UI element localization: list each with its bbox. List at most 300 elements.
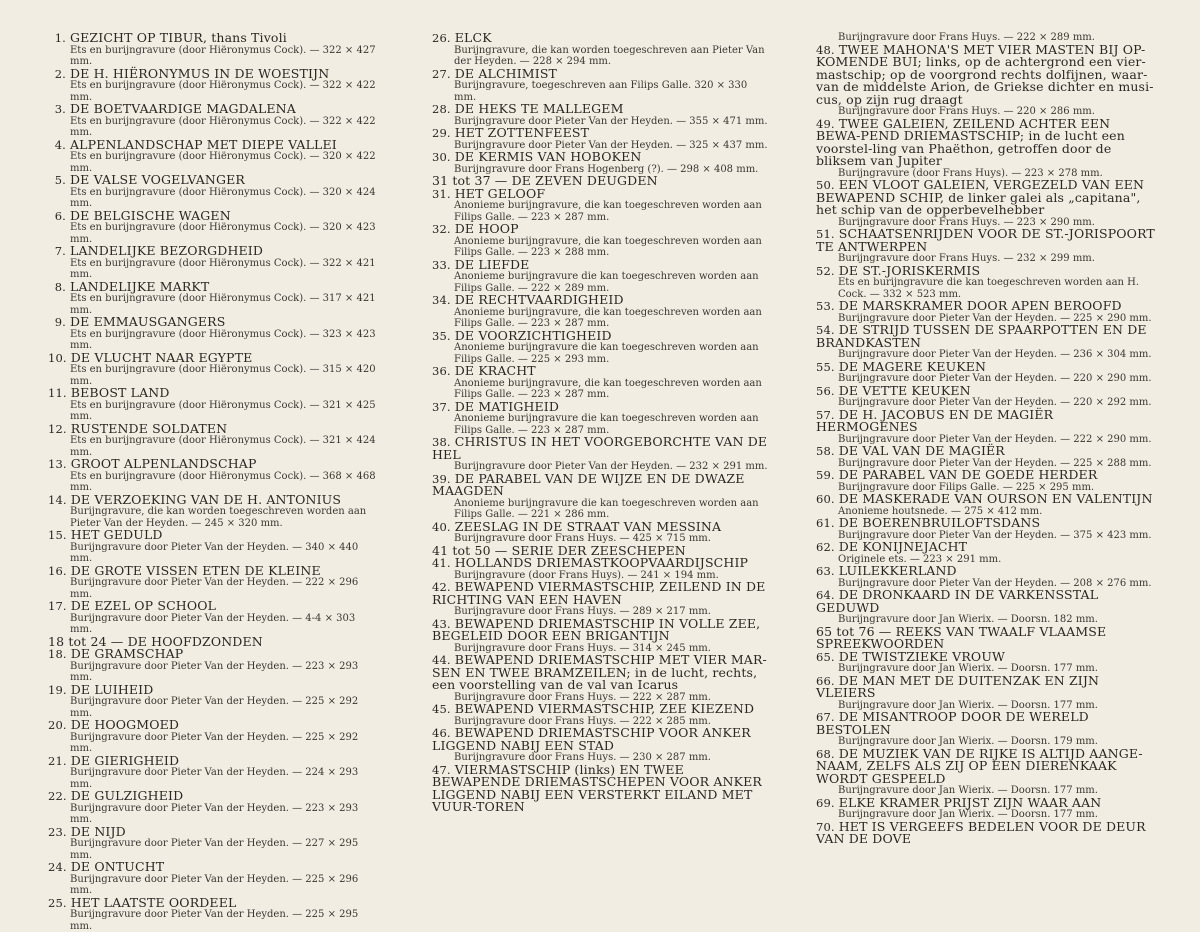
catalogue-entry [432, 127, 772, 151]
entry-number: 36. [432, 365, 451, 378]
catalogue-entry [48, 174, 378, 210]
entry-title: BEWAPEND VIERMASTSCHIP, ZEE KIEZEND [455, 701, 754, 716]
entry-number: 67. [816, 711, 835, 724]
entry-heading [48, 174, 378, 187]
catalogue-entry [816, 541, 1156, 565]
entry-heading [432, 618, 772, 643]
entry-heading [816, 626, 1156, 651]
entry-description: Burijngravure door Jan Wierix. — Doorsn. 179 mm. [816, 736, 1156, 748]
entry-title: HET IS VERGEEFS BEDELEN VOOR DE DEUR VAN DE DOVE [816, 819, 1146, 847]
entry-heading [48, 387, 378, 400]
entry-number: 50. [816, 179, 835, 192]
catalogue-entry [48, 719, 378, 755]
entry-number: 30. [432, 151, 451, 164]
entry-title: DE VETTE KEUKEN [839, 383, 971, 398]
entry-heading [48, 826, 378, 839]
entry-heading [432, 727, 772, 752]
entry-number: 33. [432, 259, 451, 272]
entry-number: 38. [432, 436, 451, 449]
entry-number: 42. [432, 581, 451, 594]
entry-heading [816, 179, 1156, 217]
entry-heading [432, 223, 772, 236]
entry-heading [48, 861, 378, 874]
entry-heading [816, 228, 1156, 253]
entry-description: Burijngravure door Jan Wierix. — Doorsn. 177 mm. [816, 809, 1156, 821]
entry-heading [432, 294, 772, 307]
entry-heading [48, 281, 378, 294]
entry-description: Burijngravure door Pieter Van der Heyden. — 225 × 290 mm. [816, 313, 1156, 325]
entry-heading [48, 600, 378, 613]
entry-number: 2. [48, 68, 66, 81]
entry-heading [432, 557, 772, 570]
catalogue-entry [432, 151, 772, 175]
entry-description: Burijngravure door Pieter Van der Heyden. — 232 × 291 mm. [432, 461, 772, 473]
entry-number: 47. [432, 764, 451, 777]
entry-number: 4. [48, 139, 66, 152]
catalogue-entry [48, 32, 378, 68]
catalogue-entry [48, 68, 378, 104]
entry-heading [432, 581, 772, 606]
entry-description: Ets en burijngravure (door Hiëronymus Cock). — 320 × 422 mm. [48, 151, 378, 174]
catalogue-entry [432, 557, 772, 581]
entry-title: DE EMMAUSGANGERS [70, 314, 225, 329]
entry-heading [48, 648, 378, 661]
entry-heading [48, 139, 378, 152]
entry-title: DE MARSKRAMER DOOR APEN BEROOFD [839, 298, 1122, 313]
entry-title: DE HOOP [455, 221, 519, 236]
catalogue-entry [816, 675, 1156, 712]
catalogue-entry [48, 494, 378, 530]
entry-number: 24. [48, 861, 67, 874]
entry-title: ALPENLANDSCHAP MET DIEPE VALLEI [70, 137, 337, 152]
entry-title: ELKE KRAMER PRIJST ZIJN WAAR AAN [839, 795, 1102, 810]
entry-title: DE BOERENBRUILOFTSDANS [839, 515, 1040, 530]
entry-number: 10. [48, 352, 67, 365]
entry-description: Ets en burijngravure (door Hiëronymus Cock). — 320 × 424 mm. [48, 187, 378, 210]
catalogue-entry [432, 764, 772, 814]
entry-title: DE KERMIS VAN HOBOKEN [455, 149, 642, 164]
entry-description: Burijngravure door Pieter Van der Heyden. — 225 × 296 mm. [48, 874, 378, 897]
catalogue-entry [432, 436, 772, 473]
entry-description: Ets en burijngravure (door Hiëronymus Cock). — 321 × 425 mm. [48, 400, 378, 423]
entry-description: Burijngravure door Pieter Van der Heyden. — 222 × 290 mm. [816, 434, 1156, 446]
entry-title: DE LIEFDE [455, 257, 530, 272]
entry-heading [432, 654, 772, 692]
catalogue-entry [48, 826, 378, 862]
catalogue-entry [816, 493, 1156, 517]
entry-description: Burijngravure door Frans Huys. — 314 × 245 mm. [432, 643, 772, 655]
entry-heading [432, 330, 772, 343]
entry-title: DE STRIJD TUSSEN DE SPAARPOTTEN EN DE BRANDKASTEN [816, 322, 1147, 350]
entry-description: Ets en burijngravure (door Hiëronymus Cock). — 322 × 421 mm. [48, 258, 378, 281]
entry-title: DE MATIGHEID [455, 399, 559, 414]
entry-description: Burijngravure (door Frans Huys). — 241 × 194 mm. [432, 570, 772, 582]
entry-description: Burijngravure, die kan worden toegeschreven worden aan Pieter Van der Heyden. — 245 × 320 mm. [48, 506, 378, 529]
entry-heading [816, 361, 1156, 374]
entry-title: TWEE MAHONA'S MET VIER MASTEN BIJ OP-KOMENDE BUI; links, op de achtergrond een vier-mastschip; op de voorgrond rechts dolfijnen, waar-van de middelste Arion, de Griekse dichter en musi-cus, op zijn rug draagt [816, 42, 1154, 107]
entry-number: 11. [48, 387, 67, 400]
entry-number: 59. [816, 469, 835, 482]
entry-heading [432, 32, 772, 45]
entry-description: Burijngravure door Frans Huys. — 230 × 287 mm. [432, 752, 772, 764]
entry-heading [48, 210, 378, 223]
entry-heading [432, 127, 772, 140]
entry-title: DE MUZIEK VAN DE RIJKE IS ALTIJD AANGE-NAAM, ZELFS ALS ZIJ OP EEN DIERENKAAK WORDT GESPEELD [816, 746, 1143, 786]
entry-description: Burijngravure door Filips Galle. — 225 × 295 mm. [816, 482, 1156, 494]
entry-number: 45. [432, 703, 451, 716]
entry-description: Anonieme burijngravure die kan toegeschreven worden aan Filips Galle. — 225 × 293 mm. [432, 342, 772, 365]
entry-title: DE LUIHEID [71, 682, 154, 697]
catalogue-entry [816, 409, 1156, 446]
entry-heading [48, 68, 378, 81]
entry-description: Burijngravure door Pieter Van der Heyden. — 325 × 437 mm. [432, 140, 772, 152]
entry-number: 65. [816, 651, 835, 664]
series-title: 18 tot 24 — DE HOOFDZONDEN [48, 634, 263, 649]
entry-heading [432, 188, 772, 201]
catalogue-entry [48, 210, 378, 246]
catalogue-entry [48, 423, 378, 459]
entry-number: 57. [816, 409, 835, 422]
catalogue-entry [432, 330, 772, 366]
entry-title: LANDELIJKE BEZORGDHEID [70, 243, 263, 258]
catalogue-entry [432, 703, 772, 727]
entry-heading [816, 711, 1156, 736]
entry-heading [432, 103, 772, 116]
entry-title: BEBOST LAND [71, 385, 170, 400]
entry-title: TWEE GALEIEN, ZEILEND ACHTER EEN BEWA-PEND DRIEMASTSCHIP; in de lucht een voorstel-ling van Phaëthon, getroffen door de bliksem van Jupiter [816, 116, 1125, 169]
catalogue-entry [816, 797, 1156, 821]
entry-description: Burijngravure door Pieter Van der Heyden. — 220 × 292 mm. [816, 397, 1156, 409]
catalogue-entry [432, 581, 772, 618]
entry-number: 66. [816, 675, 835, 688]
entry-heading [816, 469, 1156, 482]
entry-heading [48, 32, 378, 45]
entry-number: 13. [48, 458, 67, 471]
entry-number: 18. [48, 648, 67, 661]
entry-description: Burijngravure door Pieter Van der Heyden. — 236 × 304 mm. [816, 349, 1156, 361]
entry-number: 48. [816, 44, 835, 57]
entry-number: 19. [48, 684, 67, 697]
entry-heading [432, 703, 772, 716]
catalogue-entry [816, 711, 1156, 748]
catalogue-entry [48, 600, 378, 636]
entry-number: 46. [432, 727, 451, 740]
entry-number: 16. [48, 565, 67, 578]
entry-title: CHRISTUS IN HET VOORGEBORCHTE VAN DE HEL [432, 434, 767, 462]
entry-number: 63. [816, 565, 835, 578]
entry-heading [816, 493, 1156, 506]
entry-heading [432, 401, 772, 414]
series-title: 41 tot 50 — SERIE DER ZEESCHEPEN [432, 543, 686, 558]
catalogue-entry [432, 103, 772, 127]
entry-title: HET ZOTTENFEEST [455, 125, 589, 140]
entry-number: 43. [432, 618, 451, 631]
catalogue-entry [48, 103, 378, 139]
entry-title: DE GIERIGHEID [71, 753, 179, 768]
entry-description: Ets en burijngravure (door Hiëronymus Cock). — 322 × 427 mm. [48, 45, 378, 68]
catalogue-entry [48, 565, 378, 601]
entry-title: DE VLUCHT NAAR EGYPTE [71, 350, 253, 365]
entry-description: Ets en burijngravure (door Hiëronymus Cock). — 315 × 420 mm. [48, 364, 378, 387]
entry-number: 39. [432, 473, 451, 486]
entry-description: Burijngravure door Pieter Van der Heyden. — 225 × 295 mm. [48, 909, 378, 932]
entry-description: Ets en burijngravure (door Hiëronymus Cock). — 320 × 423 mm. [48, 222, 378, 245]
entry-heading [432, 151, 772, 164]
entry-description: Ets en burijngravure (door Hiëronymus Cock). — 368 × 468 mm. [48, 471, 378, 494]
catalogue-entry [432, 521, 772, 545]
entry-number: 41. [432, 557, 451, 570]
catalogue-entry [816, 651, 1156, 675]
entry-title: DE VOORZICHTIGHEID [455, 328, 612, 343]
entry-description: Burijngravure door Frans Huys. — 222 × 287 mm. [432, 692, 772, 704]
entry-title: DE HOOGMOED [71, 717, 179, 732]
entry-description: Anonieme houtsnede. — 275 × 412 mm. [816, 506, 1156, 518]
entry-title: RUSTENDE SOLDATEN [71, 421, 227, 436]
entry-title: DE RECHTVAARDIGHEID [455, 292, 624, 307]
entry-title: DE GROTE VISSEN ETEN DE KLEINE [71, 563, 321, 578]
entry-heading [48, 458, 378, 471]
entry-number: 29. [432, 127, 451, 140]
entry-title: DE BOETVAARDIGE MAGDALENA [70, 101, 296, 116]
entry-number: 22. [48, 790, 67, 803]
entry-heading [816, 748, 1156, 786]
entry-heading [48, 684, 378, 697]
entry-number: 6. [48, 210, 66, 223]
entry-heading [816, 517, 1156, 530]
entry-description: Burijngravure door Pieter Van der Heyden. — 227 × 295 mm. [48, 838, 378, 861]
entry-heading [48, 529, 378, 542]
catalogue-entry [816, 445, 1156, 469]
entry-heading [432, 764, 772, 814]
entry-heading [432, 521, 772, 534]
catalogue-entry [816, 118, 1156, 180]
entry-title: DE BELGISCHE WAGEN [70, 208, 231, 223]
entry-description: Burijngravure door Frans Huys. — 232 × 299 mm. [816, 253, 1156, 265]
column-3 [816, 32, 1156, 846]
entry-title: DE VALSE VOGELVANGER [70, 172, 245, 187]
entry-title: DE ALCHIMIST [455, 66, 557, 81]
series-title: 65 tot 76 — REEKS VAN TWAALF VLAAMSE SPREEKWOORDEN [816, 624, 1106, 652]
entry-title: SCHAATSENRIJDEN VOOR DE ST.-JORISPOORT TE ANTWERPEN [816, 226, 1155, 254]
entry-description: Burijngravure door Frans Huys. — 220 × 286 mm. [816, 106, 1156, 118]
catalogue-entry [48, 790, 378, 826]
entry-description: Burijngravure, toegeschreven aan Filips Galle. 320 × 330 mm. [432, 80, 772, 103]
entry-description: Burijngravure door Pieter Van der Heyden. — 4-4 × 303 mm. [48, 613, 378, 636]
entry-title: EEN VLOOT GALEIEN, VERGEZELD VAN EEN BEWAPEND SCHIP, de linker galei als „capitana", het schip van de opperbevelhebber [816, 177, 1144, 217]
catalogue-entry [816, 44, 1156, 118]
entry-number: 56. [816, 385, 835, 398]
entry-heading [48, 790, 378, 803]
entry-title: DE ONTUCHT [71, 859, 164, 874]
entry-number: 51. [816, 228, 835, 241]
entry-title: DE MASKERADE VAN OURSON EN VALENTIJN [839, 491, 1153, 506]
catalogue-entry [432, 32, 772, 68]
entry-heading [48, 755, 378, 768]
entry-number: 17. [48, 600, 67, 613]
entry-heading [816, 675, 1156, 700]
entry-title: DE GRAMSCHAP [71, 646, 184, 661]
entry-title: HOLLANDS DRIEMASTKOOPVAARDIJSCHIP [455, 555, 748, 570]
entry-heading [48, 352, 378, 365]
catalogue-entry [816, 265, 1156, 301]
entry-description: Anonieme burijngravure die kan toegeschreven worden aan Filips Galle. — 223 × 287 mm. [432, 413, 772, 436]
catalogue-entry [816, 517, 1156, 541]
entry-description: Burijngravure door Pieter Van der Heyden. — 355 × 471 mm. [432, 116, 772, 128]
catalogue-entry [48, 139, 378, 175]
entry-description: Burijngravure door Pieter Van der Heyden. — 222 × 296 mm. [48, 577, 378, 600]
entry-heading [816, 589, 1156, 614]
catalogue-entry [48, 387, 378, 423]
entry-heading [816, 324, 1156, 349]
entry-title: BEWAPEND VIERMASTSCHIP, ZEILEND IN DE RICHTING VAN EEN HAVEN [432, 579, 765, 607]
entry-description: Ets en burijngravure (door Hiëronymus Cock). — 322 × 422 mm. [48, 116, 378, 139]
entry-heading [816, 265, 1156, 278]
entry-number: 49. [816, 118, 835, 131]
entry-heading [816, 445, 1156, 458]
entry-title: HET LAATSTE OORDEEL [71, 895, 237, 910]
entry-description: Burijngravure door Jan Wierix. — Doorsn. 177 mm. [816, 663, 1156, 675]
entry-title: DE H. JACOBUS EN DE MAGIËR HERMOGENES [816, 407, 1053, 435]
entry-number: 60. [816, 493, 835, 506]
entry-description: Ets en burijngravure (door Hiëronymus Cock). — 321 × 424 mm. [48, 435, 378, 458]
entry-title: DE PARABEL VAN DE GOEDE HERDER [839, 467, 1098, 482]
catalogue-entry [48, 684, 378, 720]
entry-heading [48, 103, 378, 116]
entry-heading [816, 797, 1156, 810]
catalogue-entry [48, 755, 378, 791]
entry-title: DE PARABEL VAN DE WIJZE EN DE DWAZE MAAGDEN [432, 471, 745, 499]
catalogue-entry [48, 316, 378, 352]
entry-number: 26. [432, 32, 451, 45]
entry-title: DE KRACHT [455, 363, 536, 378]
entry-heading [432, 259, 772, 272]
entry-heading [816, 409, 1156, 434]
entry-description: Burijngravure door Frans Huys. — 222 × 285 mm. [432, 716, 772, 728]
entry-number: 21. [48, 755, 67, 768]
entry-description: Originele ets. — 223 × 291 mm. [816, 554, 1156, 566]
entry-heading [816, 651, 1156, 664]
entry-description: Burijngravure door Jan Wierix. — Doorsn. 177 mm. [816, 785, 1156, 797]
entry-number: 53. [816, 300, 835, 313]
entry-title: ELCK [455, 30, 492, 45]
entry-heading [432, 473, 772, 498]
entry-title: DE EZEL OP SCHOOL [71, 598, 216, 613]
entry-title: HET GELOOF [455, 186, 545, 201]
entry-number: 9. [48, 316, 66, 329]
catalogue-entry [432, 727, 772, 764]
catalogue-entry [432, 294, 772, 330]
entry-number: 69. [816, 797, 835, 810]
series-title: 31 tot 37 — DE ZEVEN DEUGDEN [432, 173, 658, 188]
entry-title: BEWAPEND DRIEMASTSCHIP VOOR ANKER LIGGEND NABIJ EEN STAD [432, 725, 751, 753]
entry-description: Burijngravure door Pieter Van der Heyden. — 223 × 293 mm. [48, 803, 378, 826]
entry-title: DE VERZOEKING VAN DE H. ANTONIUS [71, 492, 341, 507]
catalogue-entry [432, 365, 772, 401]
entry-title: DE ST.-JORISKERMIS [839, 263, 980, 278]
entry-description: Burijngravure door Frans Hogenberg (?). — 298 × 408 mm. [432, 164, 772, 176]
entry-number: 37. [432, 401, 451, 414]
entry-description: Anonieme burijngravure, die kan toegeschreven worden aan Filips Galle. — 223 × 287 mm. [432, 200, 772, 223]
catalogue-entry [432, 68, 772, 104]
catalogue-entry [48, 245, 378, 281]
entry-number: 25. [48, 897, 67, 910]
entry-description: Anonieme burijngravure, die kan toegeschreven worden aan Filips Galle. — 223 × 287 mm. [432, 378, 772, 401]
entry-number: 61. [816, 517, 835, 530]
entry-title: DE MISANTROOP DOOR DE WERELD BESTOLEN [816, 709, 1089, 737]
catalogue-entry [432, 401, 772, 437]
catalogue-entry [816, 589, 1156, 626]
entry-number: 32. [432, 223, 451, 236]
entry-number: 14. [48, 494, 67, 507]
entry-title: LUILEKKERLAND [839, 563, 957, 578]
entry-heading [816, 300, 1156, 313]
entry-description: Burijngravure door Frans Huys. — 223 × 290 mm. [816, 217, 1156, 229]
entry-description: Burijngravure door Frans Huys. — 289 × 217 mm. [432, 606, 772, 618]
entry-heading [48, 565, 378, 578]
entry-title: DE MAGERE KEUKEN [839, 359, 986, 374]
entry-title: HET GEDULD [71, 527, 163, 542]
entry-number: 12. [48, 423, 67, 436]
catalogue-entry [816, 469, 1156, 493]
entry-number: 15. [48, 529, 67, 542]
entry-number: 70. [816, 821, 835, 834]
entry-description: Ets en burijngravure (door Hiëronymus Cock). — 317 × 421 mm. [48, 293, 378, 316]
catalogue-entry [816, 565, 1156, 589]
entry-title: DE H. HIËRONYMUS IN DE WOESTIJN [70, 66, 329, 81]
entry-number: 1. [48, 32, 66, 45]
entry-description: Burijngravure door Frans Huys. — 222 × 289 mm. [816, 32, 1156, 44]
entry-title: DE TWISTZIEKE VROUW [839, 649, 1005, 664]
entry-description: Ets en burijngravure die kan toegeschreven worden aan H. Cock. — 332 × 523 mm. [816, 277, 1156, 300]
entry-description: Anonieme burijngravure die kan toegeschreven worden aan Filips Galle. — 221 × 286 mm. [432, 498, 772, 521]
column-2 [432, 32, 772, 814]
entry-description: Burijngravure door Pieter Van der Heyden. — 225 × 292 mm. [48, 732, 378, 755]
catalogue-entry [816, 300, 1156, 324]
entry-description: Burijngravure, die kan worden toegeschreven aan Pieter Van der Heyden. — 228 × 294 mm. [432, 45, 772, 68]
catalogue-entry [816, 324, 1156, 361]
entry-title: DE NIJD [71, 824, 126, 839]
entry-title: BEWAPEND DRIEMASTSCHIP IN VOLLE ZEE, BEGELEID DOOR EEN BRIGANTIJN [432, 616, 760, 644]
entry-number: 28. [432, 103, 451, 116]
entry-title: ZEESLAG IN DE STRAAT VAN MESSINA [455, 519, 721, 534]
entry-description: Burijngravure door Pieter Van der Heyden. — 225 × 292 mm. [48, 696, 378, 719]
entry-number: 40. [432, 521, 451, 534]
catalogue-entry [432, 259, 772, 295]
entry-number: 7. [48, 245, 66, 258]
catalogue-entry [432, 188, 772, 224]
entry-number: 62. [816, 541, 835, 554]
entry-title: DE KONIJNEJACHT [839, 539, 967, 554]
catalogue-entry [432, 223, 772, 259]
entry-description: Burijngravure door Pieter Van der Heyden. — 375 × 423 mm. [816, 530, 1156, 542]
catalogue-entry [816, 179, 1156, 228]
entry-heading [48, 494, 378, 507]
entry-title: DE DRONKAARD IN DE VARKENSSTAL GEDUWD [816, 587, 1098, 615]
entry-description: Burijngravure door Jan Wierix. — Doorsn. 182 mm. [816, 614, 1156, 626]
entry-number: 54. [816, 324, 835, 337]
catalogue-entry [816, 821, 1156, 846]
catalogue-entry [432, 654, 772, 703]
entry-title: BEWAPEND DRIEMASTSCHIP MET VIER MAR-SEN EN TWEE BRAMZEILEN; in de lucht, rechts, een voorstelling van de val van Icarus [432, 652, 767, 692]
entry-title: DE HEKS TE MALLEGEM [455, 101, 624, 116]
catalogue-entry [48, 861, 378, 897]
entry-description: Burijngravure door Jan Wierix. — Doorsn. 177 mm. [816, 700, 1156, 712]
entry-description: Burijngravure door Frans Huys. — 425 × 715 mm. [432, 533, 772, 545]
entry-description: Burijngravure door Pieter Van der Heyden. — 340 × 440 mm. [48, 542, 378, 565]
catalogue-entry [48, 352, 378, 388]
entry-heading [816, 541, 1156, 554]
catalogue-entry [816, 228, 1156, 265]
